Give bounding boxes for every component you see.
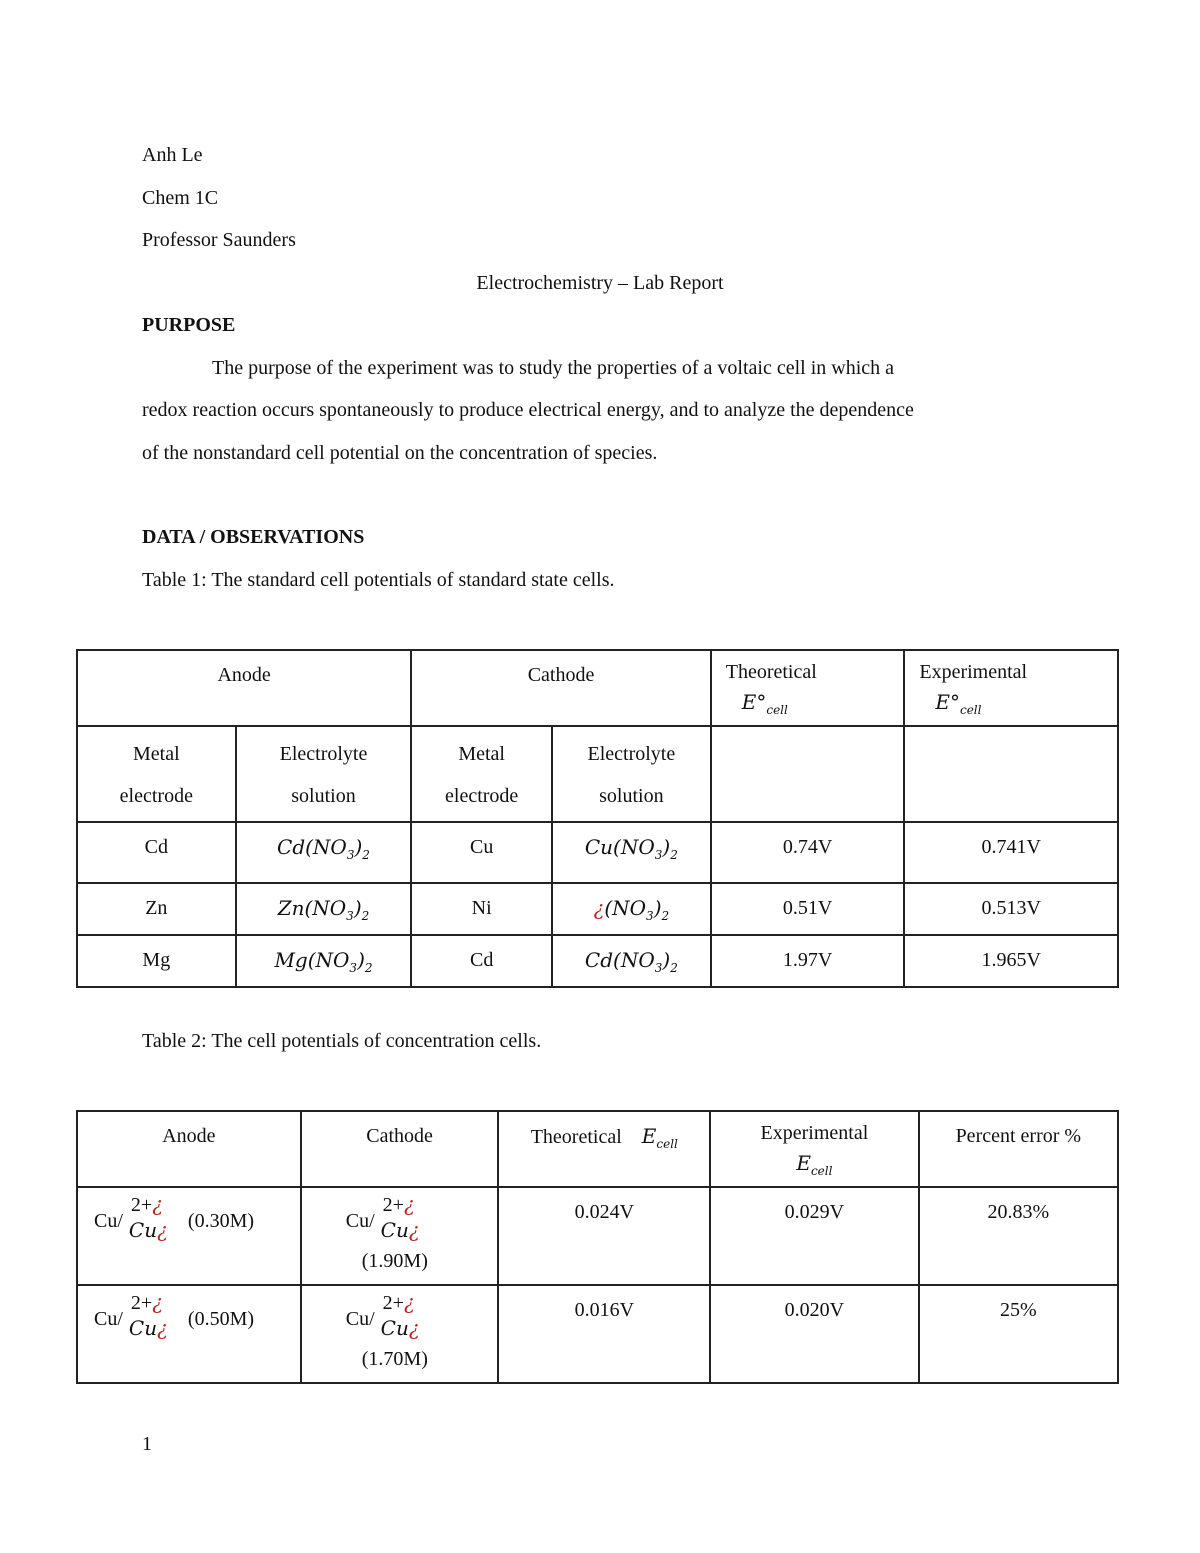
table1-header-theoretical: Theoretical $E^\circ_{cell}$ bbox=[711, 650, 905, 726]
professor-name: Professor Saunders bbox=[142, 229, 296, 251]
table2-header-anode: Anode bbox=[77, 1111, 301, 1187]
table1-subheader-cathode-electrolyte: Electrolyte solution bbox=[552, 726, 711, 822]
table-row: Cd $Cd(NO_3)_2$ Cu $Cu(NO_3)_2$ 0.74V 0.741V bbox=[77, 822, 1118, 883]
table1-header-experimental: Experimental $E^\circ_{cell}$ bbox=[904, 650, 1118, 726]
table-row: Cu/ 2+¿ Cu¿ (0.50M) Cu/ 2+¿ Cu¿ (1.70M) 0.016V 0.020V 25% bbox=[77, 1285, 1118, 1383]
report-title: Electrochemistry – Lab Report bbox=[476, 272, 724, 294]
table-row: Mg $Mg(NO_3)_2$ Cd $Cd(NO_3)_2$ 1.97V 1.965V bbox=[77, 935, 1118, 987]
table-row: Cu/ 2+¿ Cu¿ (0.30M) Cu/ 2+¿ Cu¿ (1.90M) 0.024V 0.029V 20.83% bbox=[77, 1187, 1118, 1285]
course-name: Chem 1C bbox=[142, 187, 219, 209]
table-row: Zn $Zn(NO_3)_2$ Ni ¿$(NO_3)_2$ 0.51V 0.513V bbox=[77, 883, 1118, 935]
table2-header-percent-error: Percent error % bbox=[919, 1111, 1118, 1187]
page-number: 1 bbox=[142, 1433, 152, 1455]
purpose-line-1: The purpose of the experiment was to study the properties of a voltaic cell in which a bbox=[212, 357, 895, 379]
purpose-line-2: redox reaction occurs spontaneously to produce electrical energy, and to analyze the dependence bbox=[142, 399, 914, 421]
table1-header-anode: Anode bbox=[77, 650, 411, 726]
purpose-line-3: of the nonstandard cell potential on the concentration of species. bbox=[142, 442, 658, 464]
table1-header-cathode: Cathode bbox=[411, 650, 710, 726]
table2-caption: Table 2: The cell potentials of concentration cells. bbox=[142, 1030, 542, 1052]
data-heading: DATA / OBSERVATIONS bbox=[142, 526, 365, 548]
purpose-heading: PURPOSE bbox=[142, 314, 236, 336]
table2-header-experimental: Experimental $E_{cell}$ bbox=[710, 1111, 919, 1187]
table1-caption: Table 1: The standard cell potentials of standard state cells. bbox=[142, 569, 615, 591]
table1-subheader-empty bbox=[904, 726, 1118, 822]
table1-subheader-anode-metal: Metal electrode bbox=[77, 726, 236, 822]
table1-subheader-cathode-metal: Metal electrode bbox=[411, 726, 552, 822]
table-2 bbox=[76, 1110, 1119, 1384]
table-1 bbox=[76, 649, 1119, 988]
table2-header-theoretical: Theoretical $E_{cell}$ bbox=[498, 1111, 710, 1187]
table1-subheader-empty bbox=[711, 726, 905, 822]
author-name: Anh Le bbox=[142, 144, 203, 166]
table1-subheader-anode-electrolyte: Electrolyte solution bbox=[236, 726, 412, 822]
table2-header-cathode: Cathode bbox=[301, 1111, 499, 1187]
